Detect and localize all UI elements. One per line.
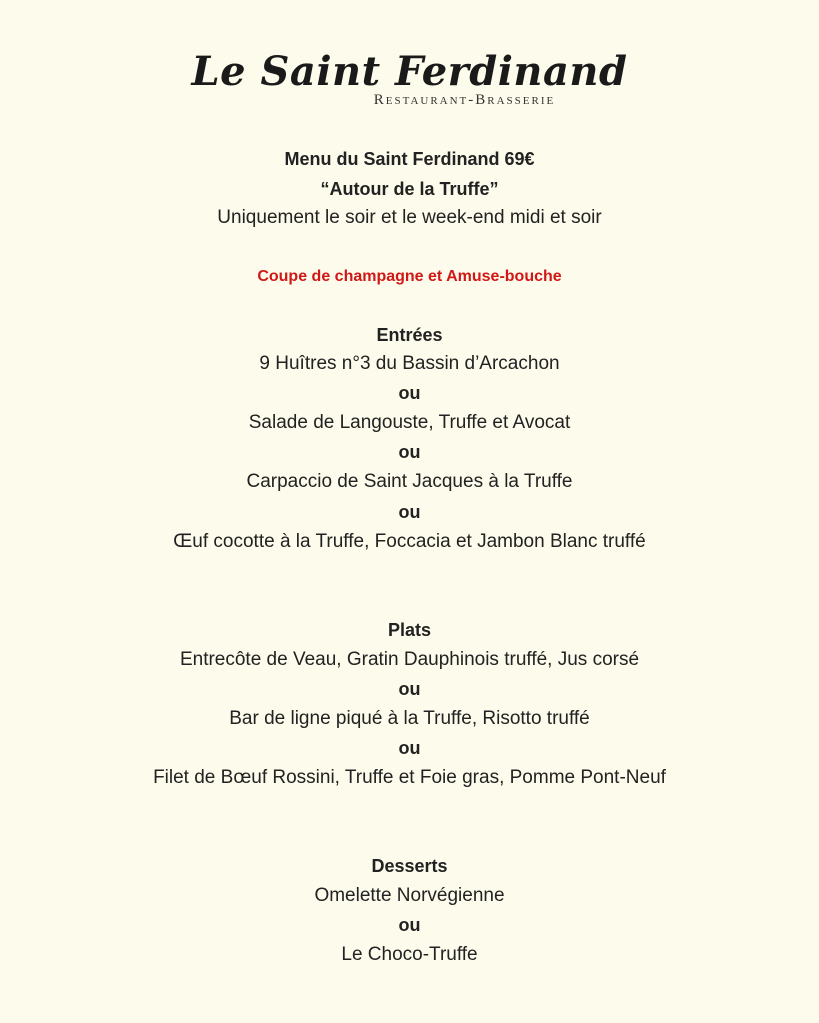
separator-ou: ou xyxy=(398,738,421,758)
plat-item: Filet de Bœuf Rossini, Truffe et Foie gras, Pomme Pont-Neuf xyxy=(153,767,666,788)
entree-item: Carpaccio de Saint Jacques à la Truffe xyxy=(246,471,573,492)
dessert-item: Omelette Norvégienne xyxy=(314,885,505,906)
logo-subtitle: Restaurant-Brasserie xyxy=(373,92,556,108)
aperitif-line: Coupe de champagne et Amuse-bouche xyxy=(257,268,562,285)
separator-ou: ou xyxy=(398,383,421,403)
entree-item: 9 Huîtres n°3 du Bassin d’Arcachon xyxy=(259,353,560,374)
entree-item: Salade de Langouste, Truffe et Avocat xyxy=(248,412,571,433)
dessert-item: Le Choco-Truffe xyxy=(341,944,478,965)
menu-title: Menu du Saint Ferdinand 69€ xyxy=(284,149,535,169)
menu-theme: “Autour de la Truffe” xyxy=(320,179,499,199)
logo-name: Le Saint Ferdinand xyxy=(191,48,628,95)
plat-item: Bar de ligne piqué à la Truffe, Risotto truffé xyxy=(229,708,590,729)
plat-item: Entrecôte de Veau, Gratin Dauphinois truffé, Jus corsé xyxy=(179,649,640,670)
plats-heading: Plats xyxy=(387,620,432,640)
separator-ou: ou xyxy=(398,915,421,935)
desserts-heading: Desserts xyxy=(371,856,448,876)
restaurant-logo xyxy=(0,48,819,109)
separator-ou: ou xyxy=(398,442,421,462)
separator-ou: ou xyxy=(398,679,421,699)
entrees-heading: Entrées xyxy=(376,325,443,345)
separator-ou: ou xyxy=(398,502,421,522)
menu-availability: Uniquement le soir et le week-end midi et soir xyxy=(217,207,602,228)
entree-item: Œuf cocotte à la Truffe, Foccacia et Jambon Blanc truffé xyxy=(173,531,646,552)
